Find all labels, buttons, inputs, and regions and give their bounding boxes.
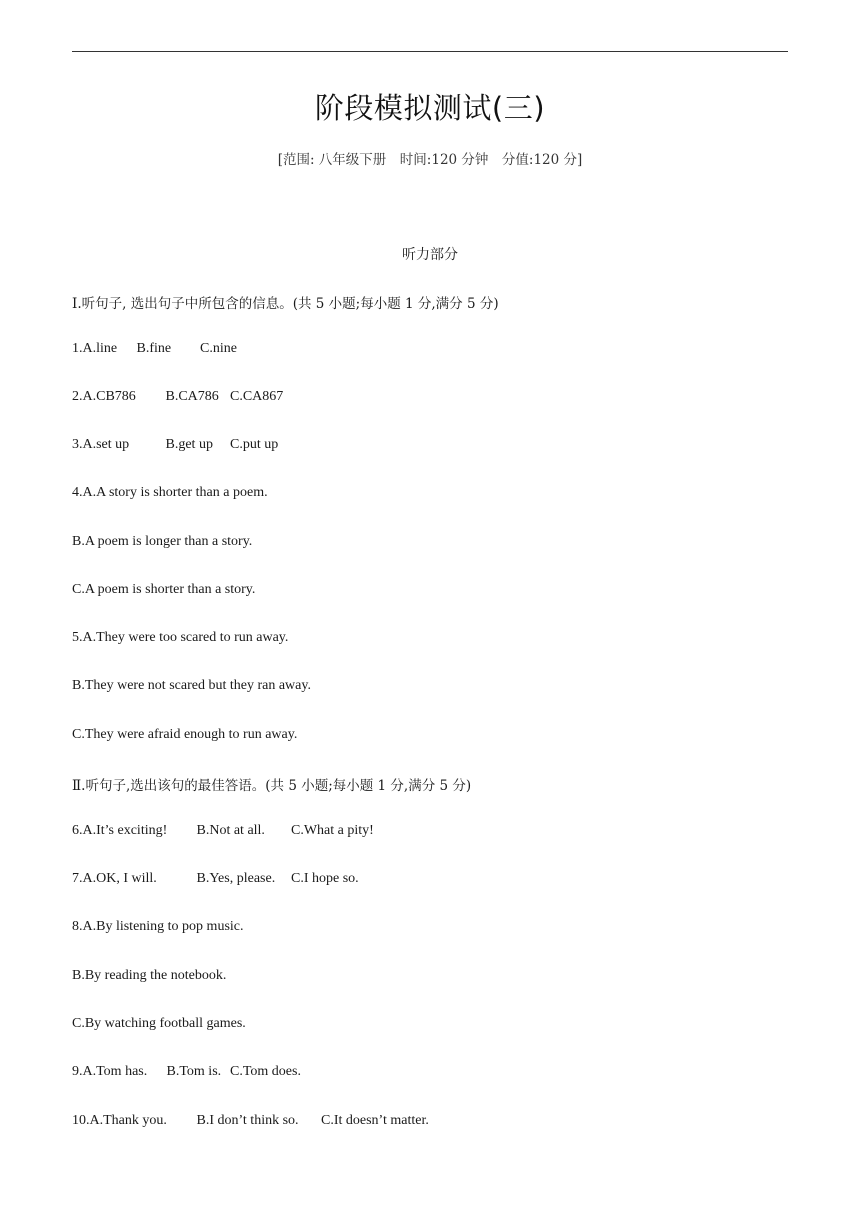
question-5-option-c: C.They were afraid enough to run away. bbox=[72, 727, 298, 742]
q6-option-a: 6.A.It’s exciting! bbox=[72, 823, 168, 838]
question-9 bbox=[72, 1064, 301, 1080]
page-title: 阶段模拟测试(三) bbox=[314, 91, 546, 125]
part2-instruction bbox=[72, 774, 471, 795]
question-10 bbox=[72, 1113, 429, 1129]
q10-option-b: B.I don’t think so. bbox=[196, 1113, 299, 1128]
question-3 bbox=[72, 437, 278, 453]
q3-option-b: B.get up bbox=[165, 437, 213, 452]
part1-instruction-text: Ⅰ.听句子, 选出句子中所包含的信息。(共 5 小题;每小题 1 分,满分 5 分) bbox=[72, 296, 499, 312]
question-8-option-a: 8.A.By listening to pop music. bbox=[72, 919, 244, 934]
question-4-option-b: B.A poem is longer than a story. bbox=[72, 534, 253, 549]
q7-option-a: 7.A.OK, I will. bbox=[72, 871, 157, 886]
q1-option-a: 1.A.line bbox=[72, 341, 118, 356]
part2-instruction-text: Ⅱ.听句子,选出该句的最佳答语。(共 5 小题;每小题 1 分,满分 5 分) bbox=[72, 778, 472, 794]
question-4-option-c: C.A poem is shorter than a story. bbox=[72, 582, 256, 597]
q9-option-b: B.Tom is. bbox=[166, 1064, 222, 1079]
q1-option-c: C.nine bbox=[200, 341, 237, 356]
question-2 bbox=[72, 389, 283, 405]
question-8-option-b: B.By reading the notebook. bbox=[72, 968, 227, 983]
q2-option-b: B.CA786 bbox=[165, 389, 219, 404]
q7-option-b: B.Yes, please. bbox=[196, 871, 276, 886]
q2-option-c: C.CA867 bbox=[230, 389, 284, 404]
header-rule bbox=[72, 51, 788, 52]
q6-option-b: B.Not at all. bbox=[196, 823, 265, 838]
question-8-option-c: C.By watching football games. bbox=[72, 1016, 246, 1031]
q3-option-a: 3.A.set up bbox=[72, 437, 130, 452]
q7-option-c: C.I hope so. bbox=[291, 871, 359, 886]
q1-option-b: B.fine bbox=[136, 341, 172, 356]
q9-option-c: C.Tom does. bbox=[230, 1064, 301, 1079]
question-4-option-a: 4.A.A story is shorter than a poem. bbox=[72, 485, 268, 500]
q3-option-c: C.put up bbox=[230, 437, 279, 452]
part1-instruction bbox=[72, 292, 499, 313]
q2-option-a: 2.A.CB786 bbox=[72, 389, 136, 404]
q10-option-c: C.It doesn’t matter. bbox=[321, 1113, 429, 1128]
exam-info: [范围: 八年级下册 时间:120 分钟 分值:120 分] bbox=[277, 152, 583, 168]
question-5-option-b: B.They were not scared but they ran away. bbox=[72, 678, 311, 693]
question-1 bbox=[72, 341, 237, 357]
question-5-option-a: 5.A.They were too scared to run away. bbox=[72, 630, 289, 645]
question-6 bbox=[72, 823, 374, 839]
question-7 bbox=[72, 871, 359, 887]
q10-option-a: 10.A.Thank you. bbox=[72, 1113, 167, 1128]
q6-option-c: C.What a pity! bbox=[291, 823, 374, 838]
q9-option-a: 9.A.Tom has. bbox=[72, 1064, 148, 1079]
section-heading-listening: 听力部分 bbox=[402, 247, 458, 263]
